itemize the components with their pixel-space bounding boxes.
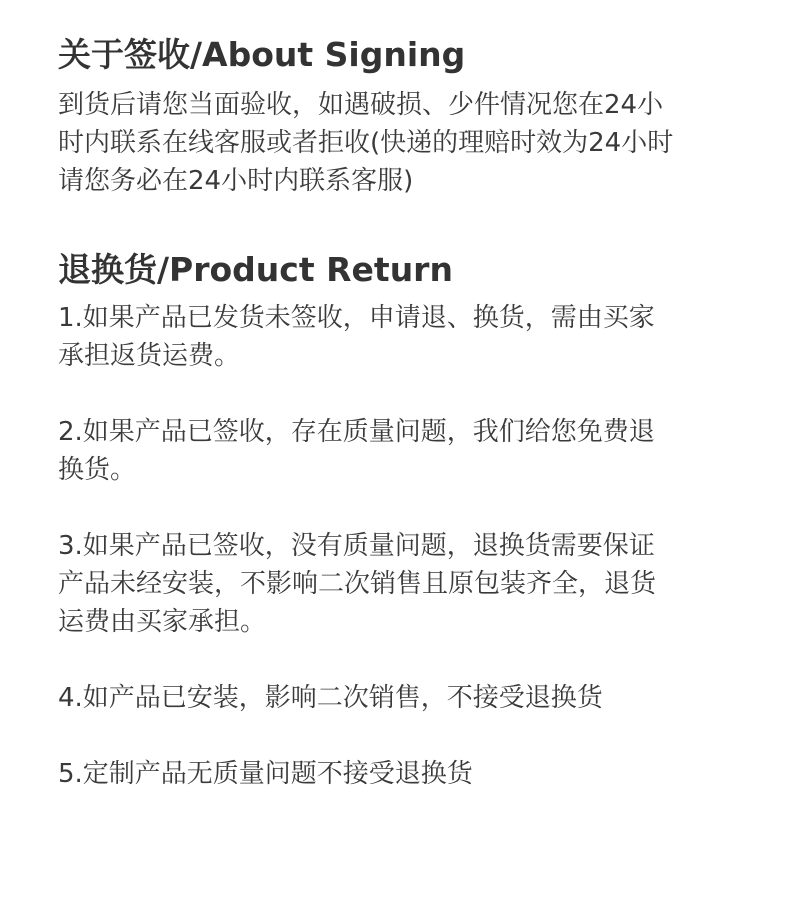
return-policy-item-1 <box>58 299 758 375</box>
return-policy-item-4 <box>58 679 758 717</box>
return-policy-item-5 <box>58 755 758 793</box>
return-policy-line: 5.定制产品无质量问题不接受退换货 <box>58 759 473 789</box>
return-policy-line: 产品未经安装，不影响二次销售且原包装齐全，退货 <box>58 569 657 599</box>
product-return-section <box>58 247 758 793</box>
return-policy-line: 4.如产品已安装，影响二次销售，不接受退换货 <box>58 683 603 713</box>
return-policy-line: 换货。 <box>58 455 137 485</box>
about-signing-line: 到货后请您当面验收，如遇破损、少件情况您在24小 <box>58 90 664 120</box>
product-return-title: 退换货/Product Return <box>58 250 453 289</box>
return-policy-item-3 <box>58 527 758 641</box>
about-signing-title: 关于签收/About Signing <box>58 35 466 74</box>
policy-document <box>58 32 758 793</box>
return-policy-line: 2.如果产品已签收，存在质量问题，我们给您免费退 <box>58 417 655 447</box>
return-policy-line: 承担返货运费。 <box>58 341 241 371</box>
return-policy-line: 运费由买家承担。 <box>58 607 267 637</box>
about-signing-text <box>58 86 758 200</box>
about-signing-line: 请您务必在24小时内联系客服) <box>58 166 414 196</box>
return-policy-item-2 <box>58 413 758 489</box>
return-policy-line: 1.如果产品已发货未签收，申请退、换货，需由买家 <box>58 303 655 333</box>
about-signing-section <box>58 32 758 200</box>
about-signing-line: 时内联系在线客服或者拒收(快递的理赔时效为24小时 <box>58 128 674 158</box>
return-policy-line: 3.如果产品已签收，没有质量问题，退换货需要保证 <box>58 531 655 561</box>
